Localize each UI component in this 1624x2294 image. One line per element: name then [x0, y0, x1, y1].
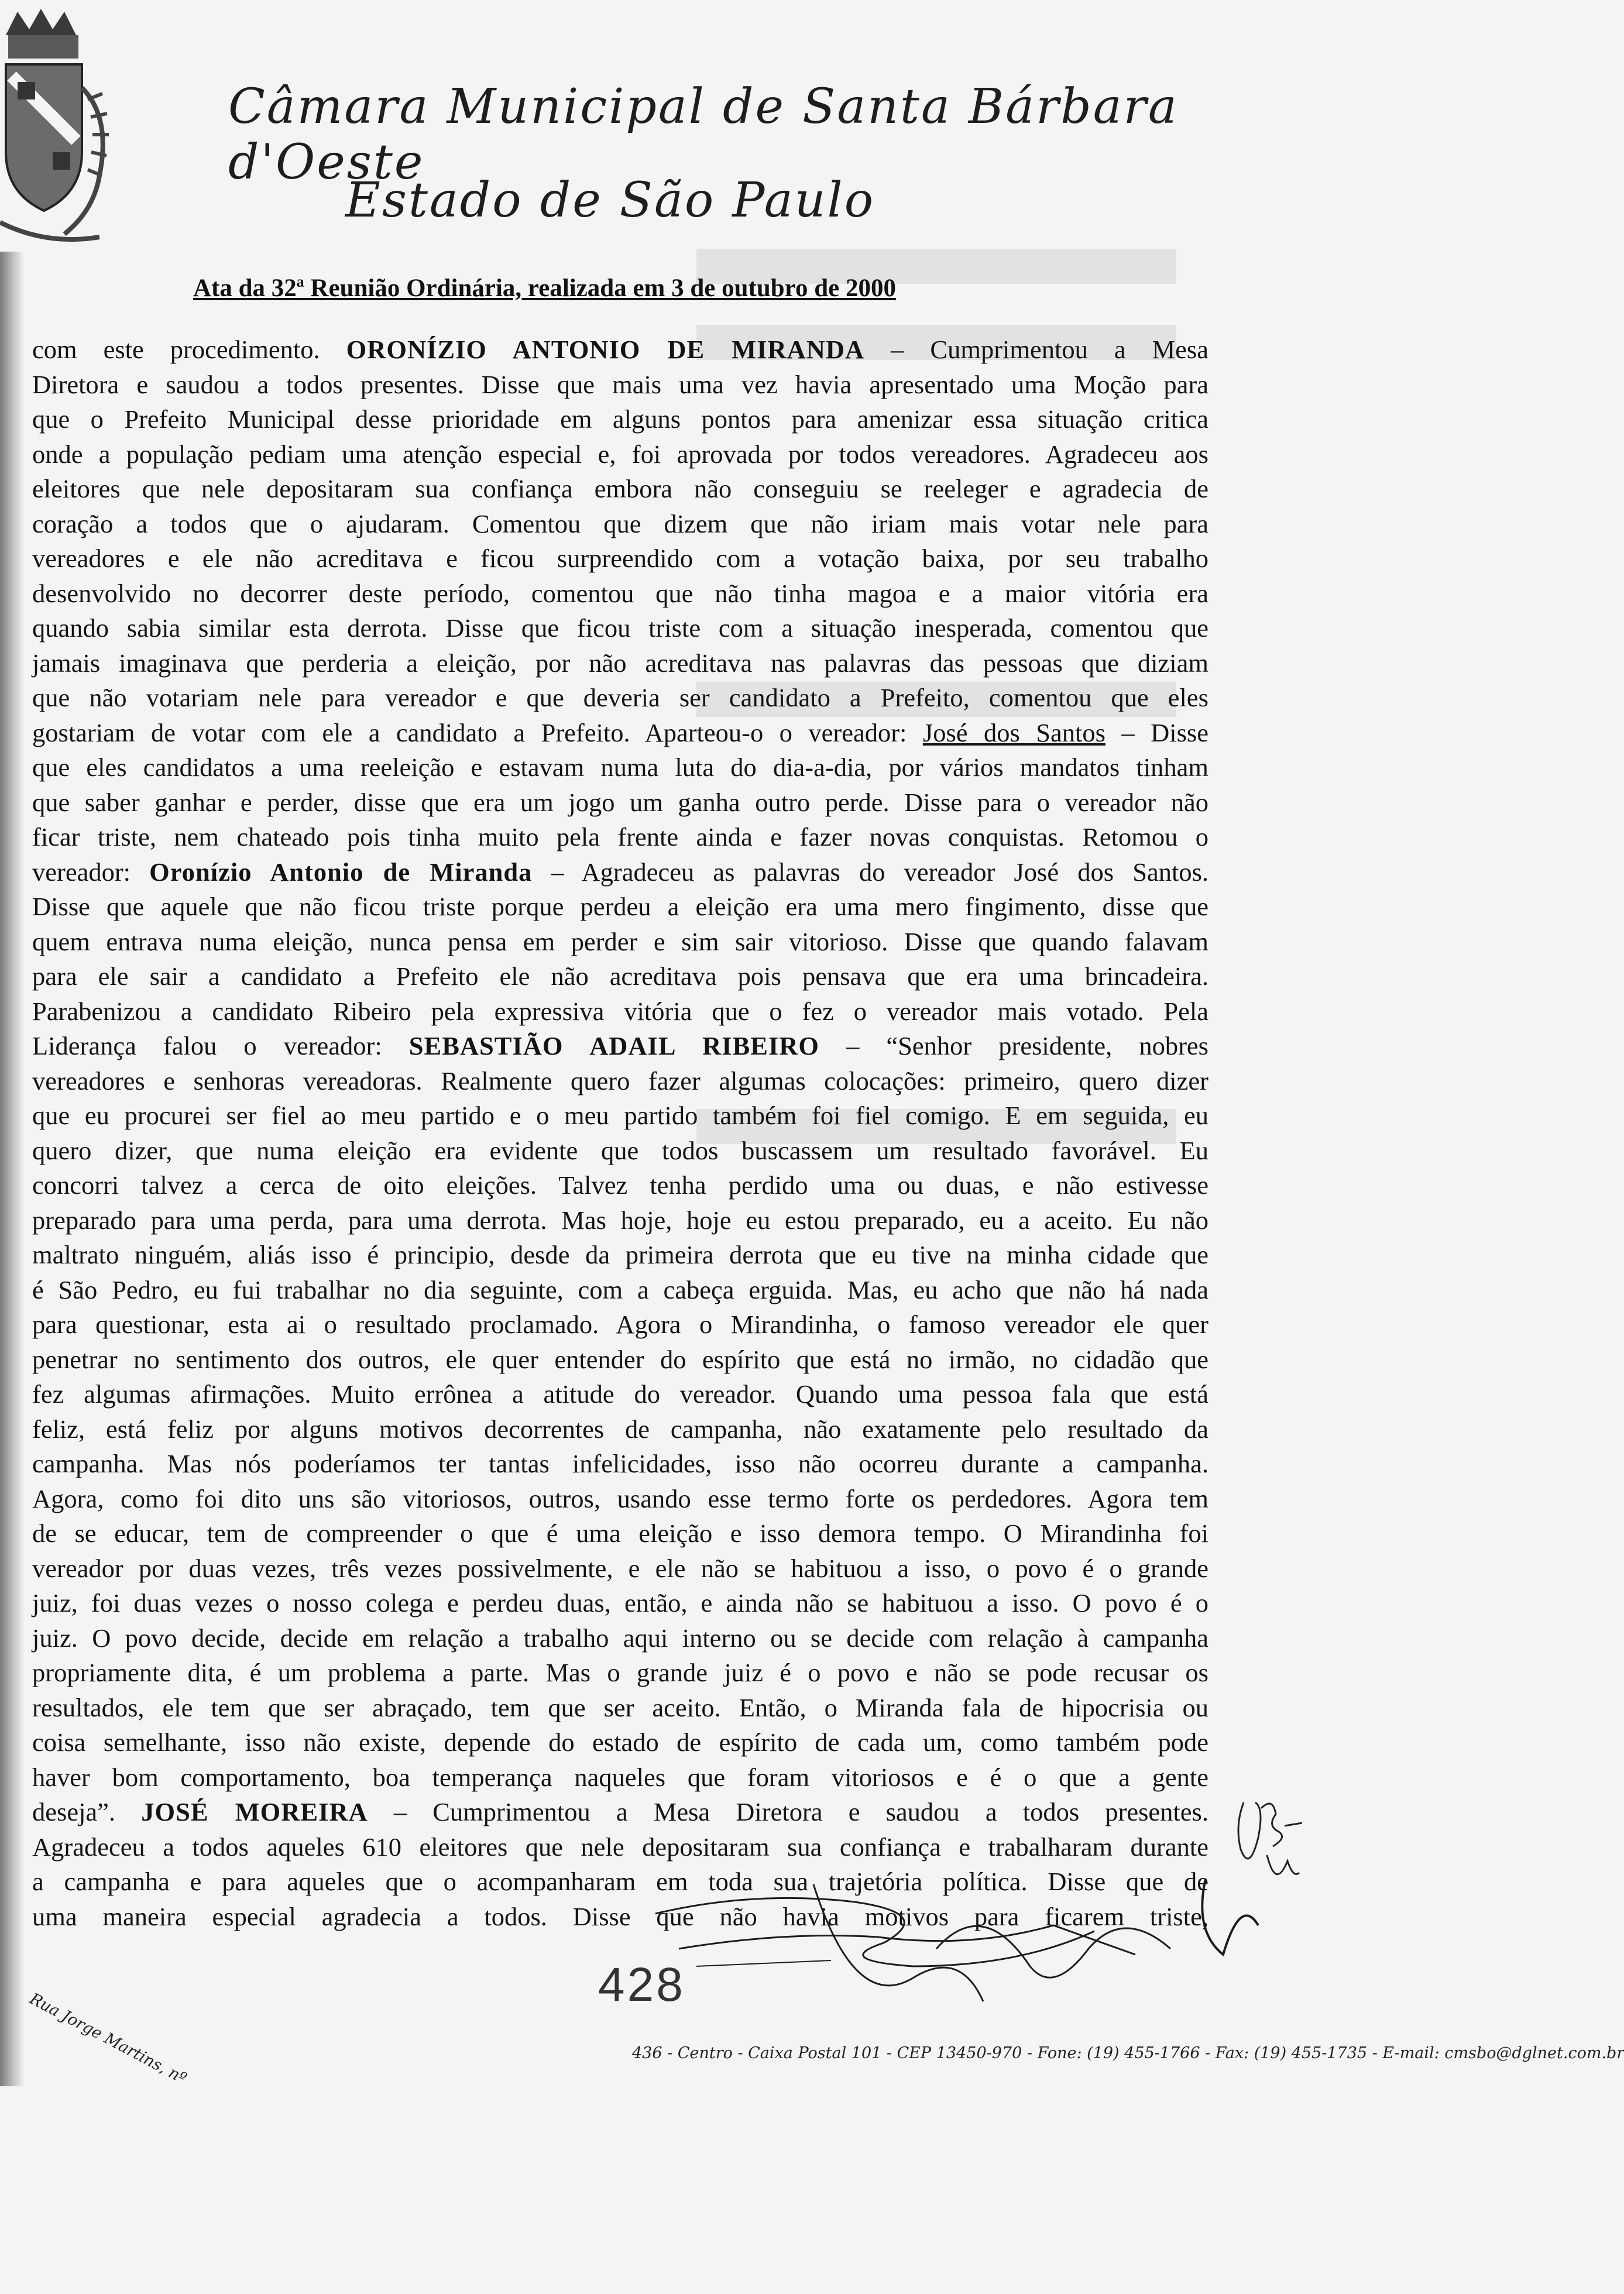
page-number: 428 [598, 1958, 685, 2011]
text-run: Liderança falou o vereador: [32, 1031, 409, 1060]
text-line [32, 1551, 1208, 1586]
footer-address-lead: Rua Jorge Martins, nº [26, 1990, 190, 2088]
text-line [32, 1134, 1208, 1169]
text-run: gostariam de votar com ele a candidato a Prefeito. Aparteou-o o vereador: [32, 717, 923, 747]
text-line [32, 437, 1208, 472]
text-line [32, 681, 1208, 716]
text-line [32, 1621, 1208, 1656]
speaker-name: SEBASTIÃO ADAIL RIBEIRO [408, 1031, 820, 1060]
text-run: – “Senhor presidente, nobres [819, 1031, 1208, 1060]
text-line [32, 507, 1208, 542]
text-run: Agora, como foi dito uns são vitoriosos, outros, usando esse termo forte os perdedores. Agora tem [32, 1483, 1208, 1513]
text-run: para ele sair a candidato a Prefeito ele não acreditava pois pensava que era uma brincadeira. [32, 961, 1208, 991]
text-run: campanha. Mas nós poderíamos ter tantas infelicidades, isso não ocorreu durante a campanha. [32, 1449, 1208, 1478]
text-run: para questionar, esta ai o resultado proclamado. Agora o Mirandinha, o famoso vereador ele quer [32, 1310, 1208, 1339]
text-run: desenvolvido no decorrer deste período, comentou que não tinha magoa e a maior vitória era [32, 578, 1208, 608]
text-run: concorri talvez a cerca de oito eleições. Talvez tenha perdido uma ou duas, e não estivesse [32, 1170, 1208, 1200]
text-line [32, 1725, 1208, 1760]
signature [609, 1861, 1311, 2037]
text-run: é São Pedro, eu fui trabalhar no dia seguinte, com a cabeça erguida. Mas, eu acho que não há nada [32, 1275, 1208, 1304]
text-line [32, 1307, 1208, 1342]
text-line [32, 994, 1208, 1029]
text-run: fez algumas afirmações. Muito errônea a atitude do vereador. Quando uma pessoa fala que está [32, 1379, 1208, 1409]
text-line [32, 1238, 1208, 1273]
speaker-name: Oronízio Antonio de Miranda [149, 857, 533, 887]
text-run: propriamente dita, é um problema a parte. Mas o grande juiz é o povo e não se pode recusar os [32, 1658, 1208, 1687]
text-line [32, 855, 1208, 890]
text-run: que o Prefeito Municipal desse prioridade em alguns pontos para amenizar essa situação critica [32, 404, 1208, 434]
text-line [32, 646, 1208, 681]
text-run: – Cumprimentou a Mesa [864, 335, 1209, 364]
text-line [32, 925, 1208, 960]
text-run: ficar triste, nem chateado pois tinha muito pela frente ainda e fazer novas conquistas. Retomou o [32, 822, 1208, 851]
text-run: quem entrava numa eleição, nunca pensa em perder e sim sair vitorioso. Disse que quando falavam [32, 926, 1208, 956]
text-line [32, 959, 1208, 994]
text-run: preparado para uma perda, para uma derrota. Mas hoje, hoje eu estou preparado, eu a aceito. Eu não [32, 1205, 1208, 1235]
text-run: coisa semelhante, isso não existe, depende do estado de espírito de cada um, como também pode [32, 1728, 1208, 1757]
text-run: penetrar no sentimento dos outros, ele quer entender do espírito que está no irmão, no cidadão que [32, 1344, 1208, 1374]
speaker-name: ORONÍZIO ANTONIO DE MIRANDA [346, 335, 865, 364]
text-run: Disse que aquele que não ficou triste porque perdeu a eleição era uma mero fingimento, disse que [32, 892, 1208, 921]
letterhead-title: Câmara Municipal de Santa Bárbara d'Oeste [228, 79, 1179, 190]
text-line [32, 1412, 1208, 1447]
text-line [32, 716, 1208, 751]
minutes-body [32, 332, 1208, 1934]
text-run: vereador: [32, 857, 150, 887]
text-run: haver bom comportamento, boa temperança naqueles que foram vitoriosos e é o que a gente [32, 1762, 1208, 1792]
text-run: feliz, está feliz por alguns motivos decorrentes de campanha, não exatamente pelo resultado da [32, 1414, 1208, 1444]
text-run: que eles candidatos a uma reeleição e estavam numa luta do dia-a-dia, por vários mandatos tinham [32, 753, 1208, 782]
text-run: resultados, ele tem que ser abraçado, tem que ser aceito. Então, o Miranda fala de hipocrisia ou [32, 1692, 1208, 1722]
text-run: a campanha e para aqueles que o acompanharam em toda sua trajetória política. Disse que de [32, 1867, 1208, 1896]
text-line [32, 785, 1208, 820]
text-line [32, 1691, 1208, 1726]
text-line [32, 1098, 1208, 1134]
text-run: Agradeceu a todos aqueles 610 eleitores que nele depositaram sua confiança e trabalharam durante [32, 1832, 1208, 1862]
text-line [32, 1830, 1208, 1865]
text-run: vereadores e ele não acreditava e ficou surpreendido com a votação baixa, por seu trabalho [32, 544, 1208, 573]
text-run: que saber ganhar e perder, disse que era um jogo um ganha outro perde. Disse para o vereador não [32, 787, 1208, 817]
text-run: que não votariam nele para vereador e que deveria ser candidato a Prefeito, comentou que eles [32, 683, 1208, 712]
text-line [32, 1482, 1208, 1517]
text-run: coração a todos que o ajudaram. Comentou que dizem que não iriam mais votar nele para [32, 509, 1208, 538]
text-line [32, 1586, 1208, 1621]
text-line [32, 1168, 1208, 1203]
text-line [32, 332, 1208, 368]
text-line [32, 820, 1208, 855]
text-line [32, 472, 1208, 507]
text-run: Parabenizou a candidato Ribeiro pela expressiva vitória que o fez o vereador mais votado. Pela [32, 996, 1208, 1026]
underlined-name: José dos Santos [922, 717, 1105, 747]
footer-address: 436 - Centro - Caixa Postal 101 - CEP 13450-970 - Fone: (19) 455-1766 - Fax: (19) 455-1735 - E-mail: cmsbo@dglnet.com.br [632, 2044, 1624, 2062]
text-run: – Disse [1105, 717, 1208, 747]
text-line [32, 1203, 1208, 1238]
text-run: vereador por duas vezes, três vezes possivelmente, e ele não se habituou a isso, o povo é o grande [32, 1553, 1208, 1583]
text-line [32, 611, 1208, 646]
text-run: onde a população pediam uma atenção especial e, foi aprovada por todos vereadores. Agradeceu aos [32, 439, 1208, 469]
text-run: quando sabia similar esta derrota. Disse que ficou triste com a situação inesperada, comentou que [32, 613, 1208, 643]
letterhead-subtitle: Estado de São Paulo [345, 173, 875, 228]
text-line [32, 541, 1208, 576]
text-run: juiz, foi duas vezes o nosso colega e perdeu duas, então, e ainda não se habituou a isso. O povo é o [32, 1588, 1208, 1618]
text-run: quero dizer, que numa eleição era evidente que todos buscassem um resultado favorável. Eu [32, 1135, 1208, 1165]
text-run: uma maneira especial agradecia a todos. Disse que não havia motivos para ficarem triste, [32, 1901, 1208, 1931]
text-line [32, 750, 1208, 785]
text-run: deseja”. [32, 1797, 142, 1826]
text-line [32, 576, 1208, 612]
text-run: com este procedimento. [32, 335, 346, 364]
text-line [32, 1447, 1208, 1482]
text-run: Diretora e saudou a todos presentes. Disse que mais uma vez havia apresentado uma Moção para [32, 369, 1208, 399]
page-binding-shadow [0, 0, 25, 2086]
text-line [32, 1273, 1208, 1308]
text-run: juiz. O povo decide, decide em relação a trabalho aqui interno ou se decide com relação à campanha [32, 1623, 1208, 1653]
text-run: de se educar, tem de compreender o que é uma eleição e isso demora tempo. O Mirandinha foi [32, 1519, 1208, 1548]
text-run: vereadores e senhoras vereadoras. Realmente quero fazer algumas colocações: primeiro, quero dizer [32, 1066, 1208, 1096]
speaker-name: JOSÉ MOREIRA [141, 1797, 368, 1826]
text-line [32, 1377, 1208, 1412]
coat-of-arms-crest [0, 0, 123, 252]
text-line [32, 1516, 1208, 1551]
text-run: maltrato ninguém, aliás isso é principio, desde da primeira derrota que eu tive na minha cidade que [32, 1240, 1208, 1269]
text-line [32, 1064, 1208, 1099]
text-line [32, 1342, 1208, 1378]
minutes-title: Ata da 32ª Reunião Ordinária, realizada em 3 de outubro de 2000 [193, 274, 896, 302]
text-line [32, 1656, 1208, 1691]
text-run: que eu procurei ser fiel ao meu partido e o meu partido também foi fiel comigo. E em seguida, eu [32, 1101, 1208, 1130]
text-line [32, 1795, 1208, 1830]
text-line [32, 890, 1208, 925]
text-line [32, 1760, 1208, 1795]
text-run: eleitores que nele depositaram sua confiança embora não conseguiu se reeleger e agradecia de [32, 474, 1208, 503]
text-run: – Cumprimentou a Mesa Diretora e saudou a todos presentes. [368, 1797, 1208, 1826]
text-run: jamais imaginava que perderia a eleição, por não acreditava nas palavras das pessoas que diziam [32, 648, 1208, 678]
text-line [32, 1029, 1208, 1064]
text-line [32, 402, 1208, 437]
text-line [32, 368, 1208, 403]
text-run: – Agradeceu as palavras do vereador José dos Santos. [532, 857, 1209, 887]
